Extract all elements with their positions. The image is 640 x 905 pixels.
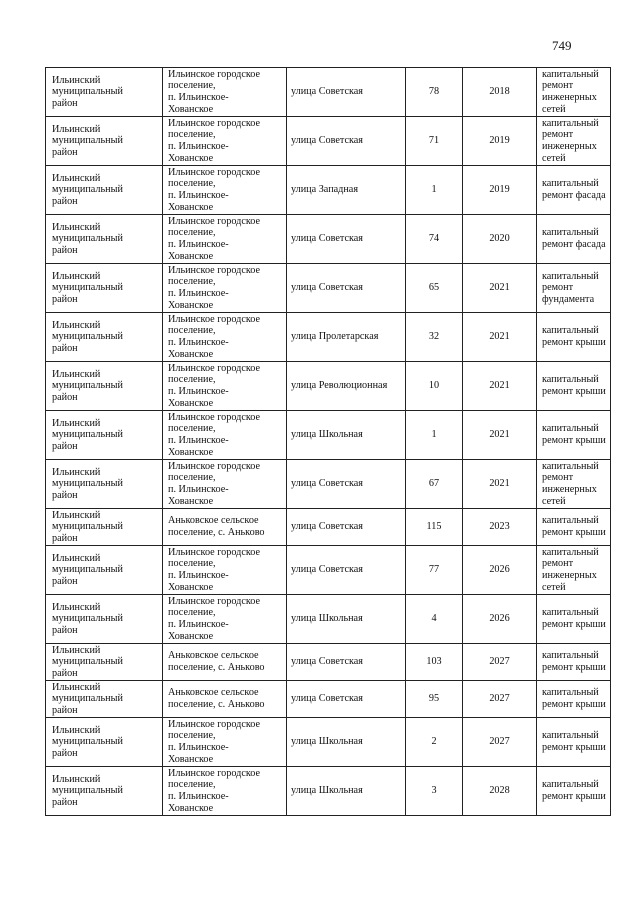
house-number-cell-text: 2 xyxy=(431,736,437,748)
house-number-cell-text: 67 xyxy=(428,478,440,490)
street-cell xyxy=(287,767,406,816)
street-cell xyxy=(287,460,406,509)
work-type-cell-text: капитальный ремонт фасада xyxy=(542,227,606,250)
work-type-cell-text: капитальный ремонт инженерных сетей xyxy=(542,117,599,164)
house-number-cell xyxy=(406,460,463,509)
street-cell-text: улица Советская xyxy=(291,86,363,98)
street-cell xyxy=(287,718,406,767)
street-cell xyxy=(287,546,406,595)
street-cell-text: улица Советская xyxy=(291,564,363,576)
house-number-cell-text: 115 xyxy=(426,521,442,533)
district-cell xyxy=(46,68,163,117)
district-cell-text: Ильинский муниципальный район xyxy=(52,724,123,759)
settlement-cell xyxy=(163,411,287,460)
street-cell-text: улица Советская xyxy=(291,282,363,294)
work-type-cell-text: капитальный ремонт инженерных сетей xyxy=(542,68,599,115)
settlement-cell-text: Ильинское городское поселение, п. Ильинское- Хованское xyxy=(168,362,261,409)
street-cell-text: улица Школьная xyxy=(291,736,363,748)
work-type-cell xyxy=(537,681,611,718)
settlement-cell-text: Ильинское городское поселение, п. Ильинское- Хованское xyxy=(168,264,261,311)
district-cell-text: Ильинский муниципальный район xyxy=(52,552,123,587)
year-cell-text: 2021 xyxy=(489,478,510,490)
street-cell xyxy=(287,313,406,362)
table-row xyxy=(46,264,611,313)
table-row xyxy=(46,681,611,718)
district-cell xyxy=(46,595,163,644)
settlement-cell xyxy=(163,313,287,362)
house-number-cell xyxy=(406,166,463,215)
district-cell-text: Ильинский муниципальный район xyxy=(52,644,123,679)
district-cell xyxy=(46,718,163,767)
district-cell xyxy=(46,767,163,816)
year-cell-text: 2027 xyxy=(489,736,510,748)
table-row xyxy=(46,313,611,362)
district-cell-text: Ильинский муниципальный район xyxy=(52,601,123,636)
settlement-cell xyxy=(163,546,287,595)
street-cell-text: улица Школьная xyxy=(291,429,363,441)
work-type-cell xyxy=(537,362,611,411)
house-number-cell xyxy=(406,215,463,264)
district-cell-text: Ильинский муниципальный район xyxy=(52,466,123,501)
table-row xyxy=(46,411,611,460)
house-number-cell xyxy=(406,117,463,166)
work-type-cell xyxy=(537,411,611,460)
house-number-cell-text: 4 xyxy=(431,613,437,625)
house-number-cell-text: 1 xyxy=(431,184,437,196)
table-row xyxy=(46,767,611,816)
table-row xyxy=(46,460,611,509)
settlement-cell xyxy=(163,264,287,313)
year-cell xyxy=(463,264,537,313)
page-number: 749 xyxy=(552,38,572,53)
work-type-cell xyxy=(537,264,611,313)
table-row xyxy=(46,68,611,117)
table-row xyxy=(46,509,611,546)
house-number-cell-text: 77 xyxy=(428,564,440,576)
table-row xyxy=(46,644,611,681)
house-number-cell-text: 32 xyxy=(428,331,440,343)
district-cell-text: Ильинский муниципальный район xyxy=(52,509,123,544)
work-type-cell xyxy=(537,215,611,264)
year-cell xyxy=(463,166,537,215)
year-cell-text: 2026 xyxy=(489,564,510,576)
street-cell-text: улица Пролетарская xyxy=(291,331,379,343)
house-number-cell xyxy=(406,362,463,411)
work-type-cell xyxy=(537,595,611,644)
house-number-cell-text: 65 xyxy=(428,282,440,294)
settlement-cell xyxy=(163,644,287,681)
district-cell-text: Ильинский муниципальный район xyxy=(52,74,123,109)
work-type-cell-text: капитальный ремонт крыши xyxy=(542,515,606,538)
street-cell-text: улица Советская xyxy=(291,135,363,147)
table-row xyxy=(46,718,611,767)
work-type-cell xyxy=(537,460,611,509)
street-cell xyxy=(287,166,406,215)
street-cell xyxy=(287,644,406,681)
district-cell-text: Ильинский муниципальный район xyxy=(52,172,123,207)
work-type-cell-text: капитальный ремонт крыши xyxy=(542,779,606,802)
year-cell-text: 2027 xyxy=(489,656,510,668)
year-cell-text: 2021 xyxy=(489,331,510,343)
repair-schedule-table xyxy=(45,67,611,816)
district-cell xyxy=(46,166,163,215)
settlement-cell xyxy=(163,166,287,215)
work-type-cell-text: капитальный ремонт крыши xyxy=(542,607,606,630)
work-type-cell-text: капитальный ремонт крыши xyxy=(542,650,606,673)
house-number-cell xyxy=(406,411,463,460)
street-cell xyxy=(287,68,406,117)
house-number-cell-text: 95 xyxy=(428,693,440,705)
year-cell-text: 2021 xyxy=(489,429,510,441)
house-number-cell xyxy=(406,644,463,681)
work-type-cell xyxy=(537,509,611,546)
settlement-cell xyxy=(163,215,287,264)
house-number-cell-text: 103 xyxy=(426,656,442,668)
year-cell-text: 2020 xyxy=(489,233,510,245)
year-cell xyxy=(463,313,537,362)
settlement-cell xyxy=(163,595,287,644)
settlement-cell-text: Ильинское городское поселение, п. Ильинское- Хованское xyxy=(168,117,261,164)
year-cell xyxy=(463,117,537,166)
street-cell xyxy=(287,595,406,644)
work-type-cell-text: капитальный ремонт инженерных сетей xyxy=(542,546,599,593)
year-cell xyxy=(463,411,537,460)
house-number-cell xyxy=(406,546,463,595)
house-number-cell-text: 71 xyxy=(428,135,440,147)
year-cell-text: 2026 xyxy=(489,613,510,625)
street-cell-text: улица Советская xyxy=(291,478,363,490)
year-cell xyxy=(463,546,537,595)
work-type-cell-text: капитальный ремонт инженерных сетей xyxy=(542,460,599,507)
district-cell-text: Ильинский муниципальный район xyxy=(52,681,123,716)
settlement-cell xyxy=(163,460,287,509)
settlement-cell-text: Ильинское городское поселение, п. Ильинское- Хованское xyxy=(168,313,261,360)
year-cell-text: 2019 xyxy=(489,135,510,147)
settlement-cell-text: Ильинское городское поселение, п. Ильинское- Хованское xyxy=(168,68,261,115)
work-type-cell xyxy=(537,644,611,681)
house-number-cell-text: 1 xyxy=(431,429,437,441)
house-number-cell xyxy=(406,681,463,718)
street-cell-text: улица Революционная xyxy=(291,380,388,392)
year-cell-text: 2019 xyxy=(489,184,510,196)
street-cell-text: улица Советская xyxy=(291,233,363,245)
settlement-cell-text: Аньковское сельское поселение, с. Аньково xyxy=(168,687,265,710)
house-number-cell-text: 74 xyxy=(428,233,440,245)
house-number-cell xyxy=(406,718,463,767)
settlement-cell xyxy=(163,509,287,546)
district-cell-text: Ильинский муниципальный район xyxy=(52,417,123,452)
settlement-cell xyxy=(163,718,287,767)
settlement-cell xyxy=(163,681,287,718)
district-cell-text: Ильинский муниципальный район xyxy=(52,270,123,305)
district-cell-text: Ильинский муниципальный район xyxy=(52,123,123,158)
street-cell xyxy=(287,411,406,460)
year-cell xyxy=(463,362,537,411)
settlement-cell-text: Аньковское сельское поселение, с. Аньково xyxy=(168,650,265,673)
year-cell xyxy=(463,215,537,264)
work-type-cell-text: капитальный ремонт крыши xyxy=(542,687,606,710)
street-cell-text: улица Западная xyxy=(291,184,359,196)
settlement-cell-text: Ильинское городское поселение, п. Ильинское- Хованское xyxy=(168,718,261,765)
street-cell xyxy=(287,509,406,546)
street-cell xyxy=(287,681,406,718)
house-number-cell-text: 10 xyxy=(428,380,440,392)
street-cell-text: улица Советская xyxy=(291,521,363,533)
settlement-cell xyxy=(163,117,287,166)
settlement-cell-text: Ильинское городское поселение, п. Ильинское- Хованское xyxy=(168,546,261,593)
district-cell xyxy=(46,460,163,509)
table-row xyxy=(46,215,611,264)
district-cell-text: Ильинский муниципальный район xyxy=(52,368,123,403)
house-number-cell-text: 3 xyxy=(431,785,437,797)
house-number-cell xyxy=(406,509,463,546)
district-cell xyxy=(46,644,163,681)
settlement-cell-text: Ильинское городское поселение, п. Ильинское- Хованское xyxy=(168,767,261,814)
year-cell-text: 2018 xyxy=(489,86,510,98)
year-cell-text: 2028 xyxy=(489,785,510,797)
work-type-cell-text: капитальный ремонт крыши xyxy=(542,730,606,753)
year-cell xyxy=(463,644,537,681)
table-row xyxy=(46,166,611,215)
district-cell xyxy=(46,264,163,313)
work-type-cell-text: капитальный ремонт фундамента xyxy=(542,270,599,305)
settlement-cell-text: Ильинское городское поселение, п. Ильинское- Хованское xyxy=(168,595,261,642)
work-type-cell xyxy=(537,767,611,816)
district-cell xyxy=(46,681,163,718)
work-type-cell xyxy=(537,117,611,166)
street-cell xyxy=(287,215,406,264)
year-cell xyxy=(463,68,537,117)
district-cell-text: Ильинский муниципальный район xyxy=(52,773,123,808)
work-type-cell-text: капитальный ремонт фасада xyxy=(542,178,606,201)
district-cell xyxy=(46,215,163,264)
street-cell-text: улица Школьная xyxy=(291,785,363,797)
work-type-cell xyxy=(537,68,611,117)
house-number-cell xyxy=(406,313,463,362)
district-cell xyxy=(46,313,163,362)
street-cell-text: улица Советская xyxy=(291,693,363,705)
district-cell xyxy=(46,509,163,546)
settlement-cell xyxy=(163,68,287,117)
district-cell xyxy=(46,362,163,411)
house-number-cell xyxy=(406,767,463,816)
street-cell-text: улица Советская xyxy=(291,656,363,668)
settlement-cell-text: Ильинское городское поселение, п. Ильинское- Хованское xyxy=(168,411,261,458)
table-row xyxy=(46,546,611,595)
year-cell xyxy=(463,718,537,767)
table-row xyxy=(46,362,611,411)
settlement-cell-text: Ильинское городское поселение, п. Ильинское- Хованское xyxy=(168,460,261,507)
district-cell xyxy=(46,546,163,595)
settlement-cell xyxy=(163,362,287,411)
district-cell-text: Ильинский муниципальный район xyxy=(52,319,123,354)
settlement-cell-text: Ильинское городское поселение, п. Ильинское- Хованское xyxy=(168,215,261,262)
settlement-cell xyxy=(163,767,287,816)
work-type-cell-text: капитальный ремонт крыши xyxy=(542,423,606,446)
year-cell xyxy=(463,509,537,546)
work-type-cell xyxy=(537,313,611,362)
street-cell xyxy=(287,264,406,313)
work-type-cell-text: капитальный ремонт крыши xyxy=(542,374,606,397)
work-type-cell xyxy=(537,166,611,215)
table-row xyxy=(46,117,611,166)
year-cell-text: 2021 xyxy=(489,380,510,392)
house-number-cell xyxy=(406,264,463,313)
year-cell xyxy=(463,460,537,509)
district-cell xyxy=(46,117,163,166)
year-cell-text: 2023 xyxy=(489,521,510,533)
year-cell-text: 2021 xyxy=(489,282,510,294)
work-type-cell-text: капитальный ремонт крыши xyxy=(542,325,606,348)
table-row xyxy=(46,595,611,644)
street-cell-text: улица Школьная xyxy=(291,613,363,625)
house-number-cell-text: 78 xyxy=(428,86,440,98)
house-number-cell xyxy=(406,68,463,117)
year-cell xyxy=(463,595,537,644)
settlement-cell-text: Ильинское городское поселение, п. Ильинское- Хованское xyxy=(168,166,261,213)
work-type-cell xyxy=(537,546,611,595)
year-cell xyxy=(463,767,537,816)
street-cell xyxy=(287,117,406,166)
settlement-cell-text: Аньковское сельское поселение, с. Аньково xyxy=(168,515,265,538)
table-body xyxy=(46,68,611,816)
work-type-cell xyxy=(537,718,611,767)
house-number-cell xyxy=(406,595,463,644)
district-cell-text: Ильинский муниципальный район xyxy=(52,221,123,256)
year-cell xyxy=(463,681,537,718)
district-cell xyxy=(46,411,163,460)
year-cell-text: 2027 xyxy=(489,693,510,705)
street-cell xyxy=(287,362,406,411)
